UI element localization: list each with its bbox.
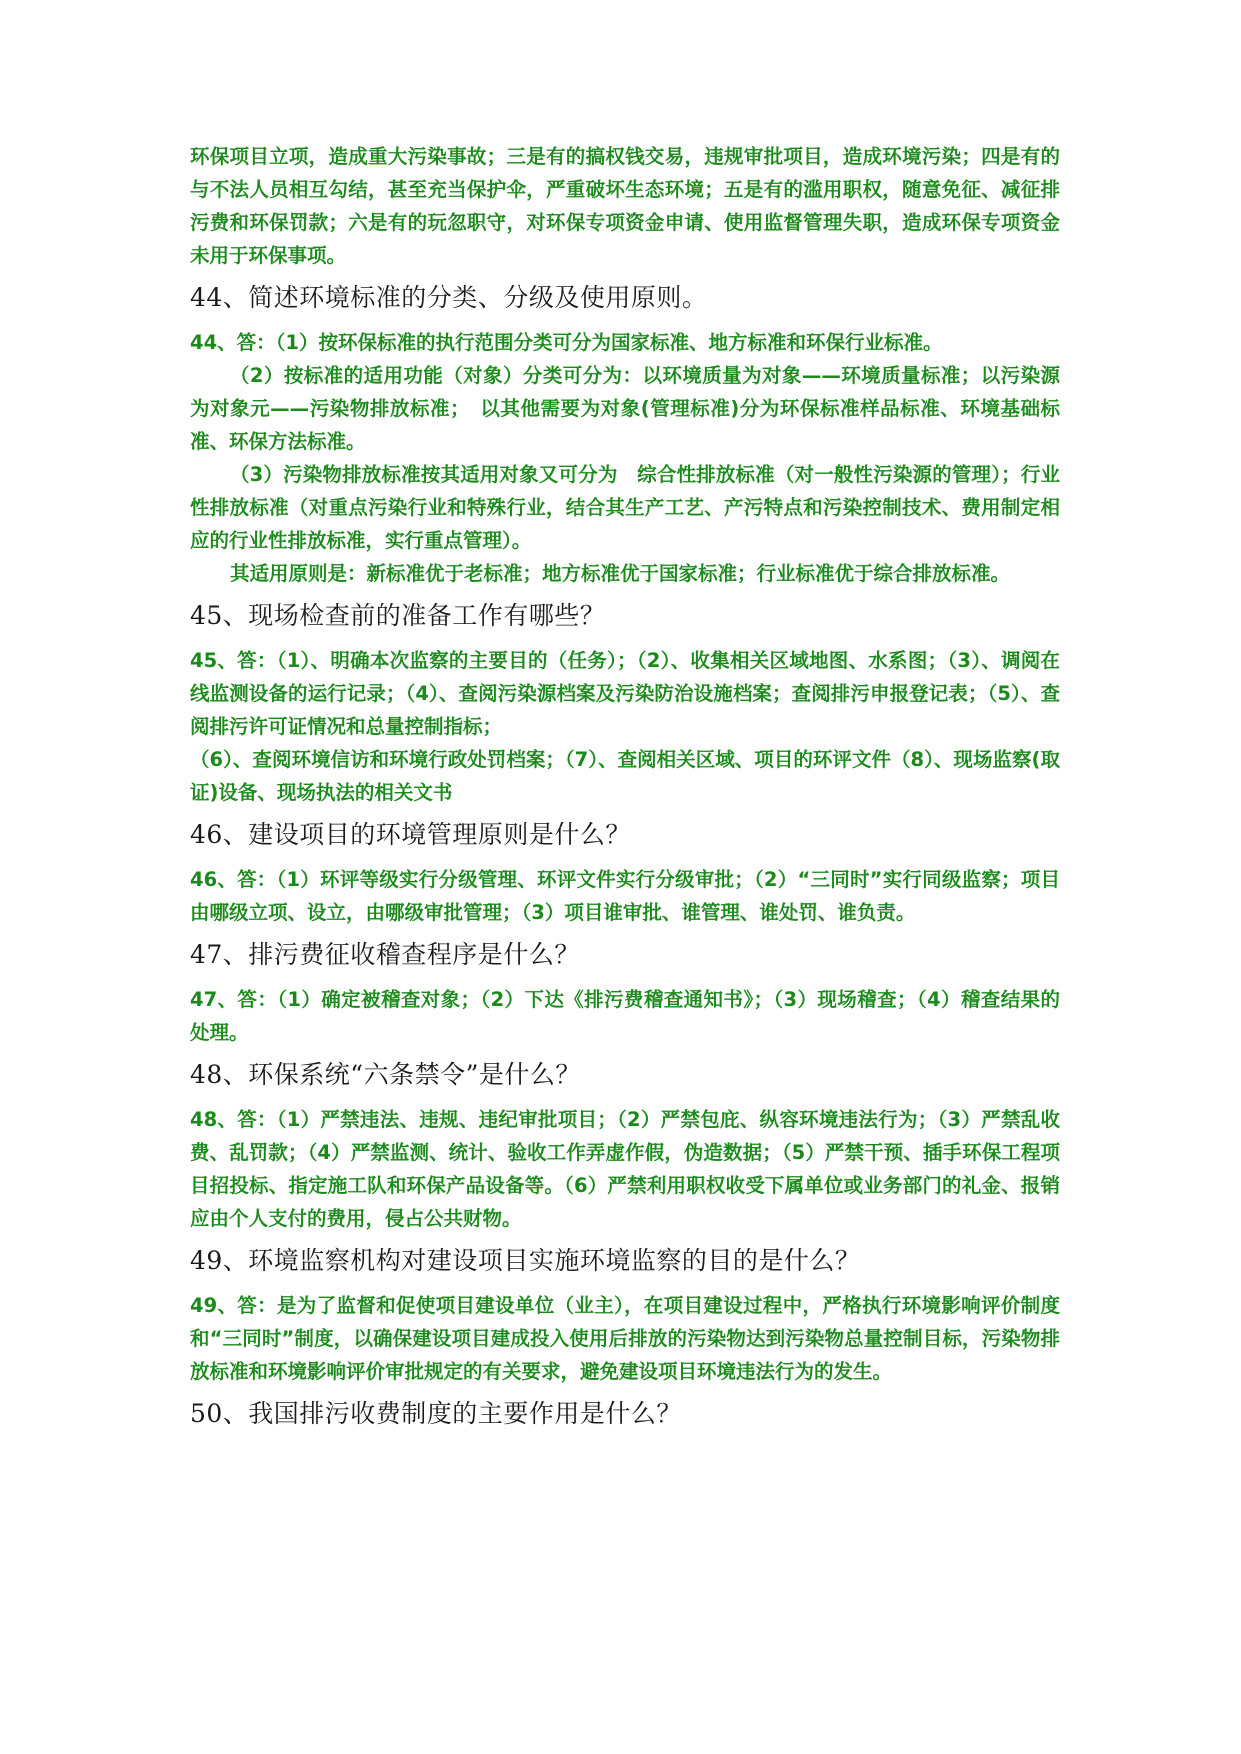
answer-47: 47、答：（1）确定被稽查对象；（2）下达《排污费稽查通知书》；（3）现场稽查；（4）稽查结果的处理。	[190, 988, 1060, 1044]
answer-45-part2: （6）、查阅环境信访和环境行政处罚档案；（7）、查阅相关区域、项目的环评文件（8）、现场监察(取证)设备、现场执法的相关文书	[190, 748, 1060, 804]
answer-44-part2: （2）按标准的适用功能（对象）分类可分为：以环境质量为对象——环境质量标准；以污染源为对象元——污染物排放标准； 以其他需要为对象(管理标准)分为环保标准样品标准、环境基础标准、环保方法标准。	[190, 364, 1060, 453]
question-46: 46、建设项目的环境管理原则是什么？	[190, 820, 631, 849]
document-page	[190, 140, 1060, 1442]
question-50: 50、我国排污收费制度的主要作用是什么？	[190, 1399, 682, 1428]
question-48: 48、环保系统“六条禁令”是什么？	[190, 1060, 581, 1089]
question-44: 44、简述环境标准的分类、分级及使用原则。	[190, 283, 708, 312]
answer-49: 49、答：是为了监督和促使项目建设单位（业主），在项目建设过程中，严格执行环境影响评价制度和“三同时”制度，以确保建设项目建成投入使用后排放的污染物达到污染物总量控制目标，污染物排放标准和环境影响评价审批规定的有关要求，避免建设项目环境违法行为的发生。	[190, 1294, 1060, 1383]
question-49: 49、环境监察机构对建设项目实施环境监察的目的是什么？	[190, 1246, 861, 1275]
intro-answer: 环保项目立项，造成重大污染事故；三是有的搞权钱交易，违规审批项目，造成环境污染；四是有的与不法人员相互勾结，甚至充当保护伞，严重破坏生态环境；五是有的滥用职权，随意免征、减征排污费和环保罚款；六是有的玩忽职守，对环保专项资金申请、使用监督管理失职，造成环保专项资金未用于环保事项。	[190, 145, 1060, 267]
answer-44-principle: 其适用原则是：新标准优于老标准；地方标准优于国家标准；行业标准优于综合排放标准。	[230, 562, 1011, 585]
answer-48: 48、答：（1）严禁违法、违规、违纪审批项目；（2）严禁包庇、纵容环境违法行为；（3）严禁乱收费、乱罚款；（4）严禁监测、统计、验收工作弄虚作假，伪造数据；（5）严禁干预、插手环保工程项目招投标、指定施工队和环保产品设备等。（6）严禁利用职权收受下属单位或业务部门的礼金、报销应由个人支付的费用，侵占公共财物。	[190, 1108, 1060, 1230]
answer-45-part1: 45、答：（1）、明确本次监察的主要目的（任务）；（2）、收集相关区域地图、水系图；（3）、调阅在线监测设备的运行记录；（4）、查阅污染源档案及污染防治设施档案；查阅排污申报登记表；（5）、查阅排污许可证情况和总量控制指标；	[190, 649, 1060, 738]
answer-46: 46、答：（1）环评等级实行分级管理、环评文件实行分级审批；（2）“三同时”实行同级监察；项目由哪级立项、设立，由哪级审批管理；（3）项目谁审批、谁管理、谁处罚、谁负责。	[190, 868, 1060, 924]
question-47: 47、排污费征收稽查程序是什么？	[190, 940, 580, 969]
question-45: 45、现场检查前的准备工作有哪些？	[190, 601, 606, 630]
answer-44-part1: 44、答：（1）按环保标准的执行范围分类可分为国家标准、地方标准和环保行业标准。	[190, 331, 943, 354]
answer-44-part3: （3）污染物排放标准按其适用对象又可分为 综合性排放标准（对一般性污染源的管理）；行业性排放标准（对重点污染行业和特殊行业，结合其生产工艺、产污特点和污染控制技术、费用制定相应的行业性排放标准，实行重点管理）。	[190, 463, 1060, 552]
